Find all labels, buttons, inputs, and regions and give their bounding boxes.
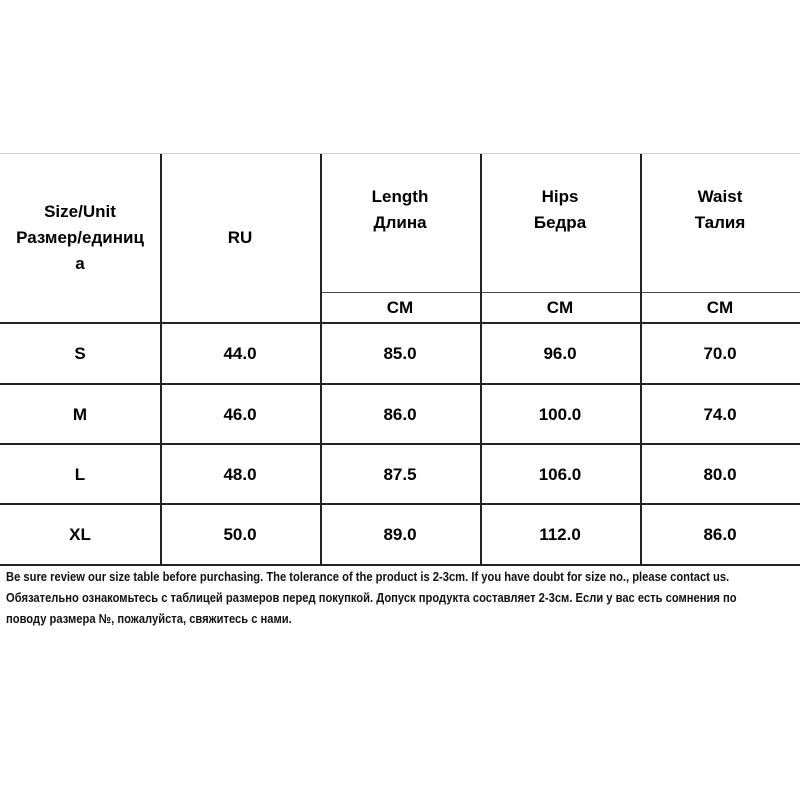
table-cell: 106.0: [538, 464, 582, 484]
table-cell: 74.0: [703, 404, 737, 424]
header-text: Length: [371, 187, 429, 206]
table-cell: 112.0: [539, 524, 581, 544]
header-ru: [160, 154, 320, 322]
table-cell: 44.0: [223, 343, 257, 363]
table-cell: 70.0: [703, 343, 737, 363]
table-cell: 96.0: [543, 343, 577, 363]
table-cell: XL: [69, 524, 91, 544]
note-russian-line2: поводу размера №, пожалуйста, свяжитесь с нами.: [6, 611, 292, 626]
header-text: Длина: [373, 213, 427, 232]
table-cell: 86.0: [703, 524, 737, 544]
unit-length: CM: [386, 297, 414, 317]
table-cell: 100.0: [538, 404, 582, 424]
table-cell: S: [74, 343, 86, 363]
header-waist: [640, 180, 800, 240]
table-cell: 87.5: [383, 464, 417, 484]
table-cell: L: [74, 464, 86, 484]
table-cell: 48.0: [223, 464, 257, 484]
header-hips: [480, 180, 640, 240]
header-text: а: [75, 254, 85, 273]
table-cell: 80.0: [703, 464, 737, 484]
header-size-unit: [0, 154, 160, 322]
table-cell: 85.0: [383, 343, 417, 363]
header-text: RU: [227, 228, 253, 247]
table-cell: 86.0: [383, 404, 417, 424]
header-length: [320, 180, 480, 240]
unit-waist: CM: [706, 297, 734, 317]
header-text: Waist: [697, 187, 743, 206]
note-english: Be sure review our size table before purchasing. The tolerance of the product is 2-3cm. If you have doubt for size no., please contact us.: [6, 569, 730, 584]
header-text: Талия: [694, 213, 746, 232]
table-cell: 89.0: [383, 524, 417, 544]
table-cell: 46.0: [223, 404, 257, 424]
note-russian-line1: Обязательно ознакомьтесь с таблицей размеров перед покупкой. Допуск продукта составляет 2-3см. Если у вас есть сомнения по: [6, 590, 737, 605]
header-text: Бедра: [533, 213, 587, 232]
table-cell: M: [72, 404, 88, 424]
table-cell: 50.0: [223, 524, 257, 544]
header-text: Размер/единиц: [16, 228, 144, 247]
table-bottom-border: [0, 564, 800, 566]
unit-hips: CM: [546, 297, 574, 317]
header-text: Hips: [541, 187, 579, 206]
header-text: Size/Unit: [44, 202, 116, 221]
